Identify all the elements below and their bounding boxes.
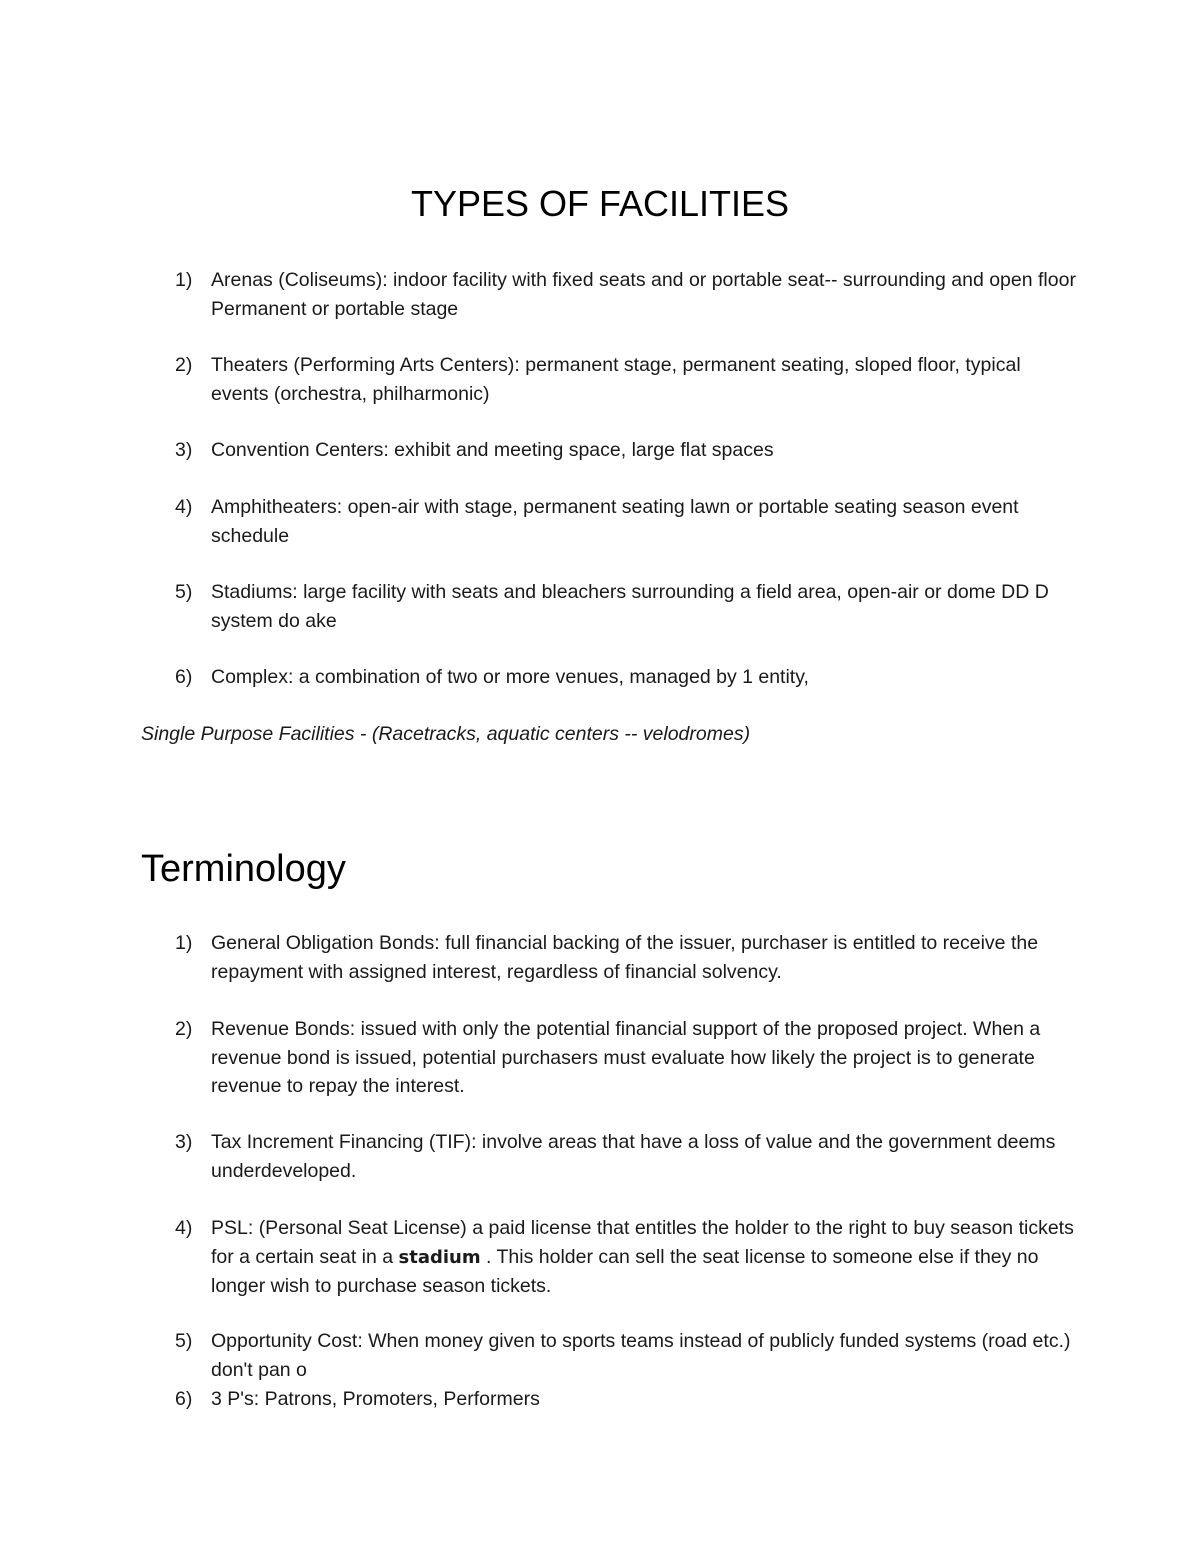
list-number: 5) bbox=[175, 1330, 193, 1352]
list-text: Arenas (Coliseums): indoor facility with fixed seats and or portable seat-- surrounding and open floor Permanent or portable stage bbox=[211, 269, 1076, 320]
list-text: Stadiums: large facility with seats and bleachers surrounding a field area, open-air or dome DD D system do ake bbox=[211, 581, 1049, 632]
list-text bbox=[211, 1214, 1081, 1301]
list-number: 2) bbox=[175, 354, 193, 376]
list-number: 4) bbox=[175, 1217, 193, 1239]
list-text: Revenue Bonds: issued with only the potential financial support of the proposed project. When a revenue bond is issued, potential purchasers must evaluate how likely the project is to generate revenue to repay the interest. bbox=[211, 1018, 1041, 1097]
list-number: 1) bbox=[175, 269, 193, 291]
list-text: General Obligation Bonds: full financial backing of the issuer, purchaser is entitled to receive the repayment with assigned interest, regardless of financial solvency. bbox=[211, 932, 1039, 983]
page-title: TYPES OF FACILITIES bbox=[410, 183, 790, 224]
list-text: Complex: a combination of two or more venues, managed by 1 entity, bbox=[211, 666, 809, 688]
list-number: 6) bbox=[175, 1388, 193, 1410]
terminology-heading: Terminology bbox=[141, 848, 346, 890]
list-text: 3 P's: Patrons, Promoters, Performers bbox=[211, 1388, 540, 1410]
list-number: 5) bbox=[175, 581, 193, 603]
list-number: 2) bbox=[175, 1018, 193, 1040]
list-text: Tax Increment Financing (TIF): involve areas that have a loss of value and the government deems underdeveloped. bbox=[211, 1131, 1056, 1182]
psl-text-before: PSL: (Personal Seat License) a paid license that entitles the holder to the right to buy season tickets for a certain seat in a bbox=[211, 1217, 1074, 1268]
list-number: 6) bbox=[175, 666, 193, 688]
list-text: Opportunity Cost: When money given to sports teams instead of publicly funded systems (road etc.) don't pan o bbox=[211, 1330, 1071, 1381]
list-text: Amphitheaters: open-air with stage, permanent seating lawn or portable seating season event schedule bbox=[211, 496, 1019, 547]
list-number: 3) bbox=[175, 439, 193, 461]
list-number: 4) bbox=[175, 496, 193, 518]
single-purpose-note: Single Purpose Facilities - (Racetracks, aquatic centers -- velodromes) bbox=[141, 723, 751, 745]
list-text: Convention Centers: exhibit and meeting space, large flat spaces bbox=[211, 439, 774, 461]
list-number: 3) bbox=[175, 1131, 193, 1153]
list-text: Theaters (Performing Arts Centers): permanent stage, permanent seating, sloped floor, typical events (orchestra, philharmonic) bbox=[211, 354, 1021, 405]
psl-text-after: . This holder can sell the seat license to someone else if they no longer wish to purchase season tickets. bbox=[211, 1245, 1039, 1297]
list-number: 1) bbox=[175, 932, 193, 954]
stadium-bold-word: stadium bbox=[398, 1246, 481, 1268]
